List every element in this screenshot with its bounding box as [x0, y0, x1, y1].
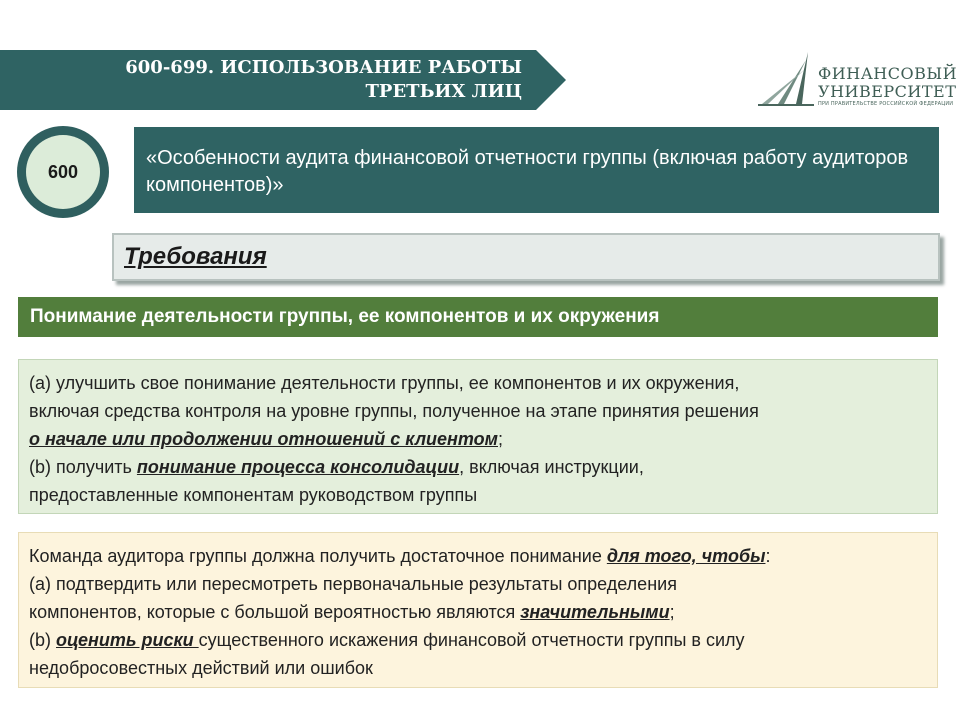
- section-title-bar: [18, 297, 938, 337]
- box2-b-emphasis: оценить риски: [56, 630, 199, 650]
- box2-a-end: ;: [669, 602, 675, 622]
- header-title: [60, 56, 522, 104]
- box1-b-start: (b) получить: [29, 457, 137, 477]
- box2-a-line2-start: компонентов, которые с большой вероятностью являются: [29, 602, 521, 622]
- box2-b-start: (b): [29, 630, 56, 650]
- box2-intro: Команда аудитора группы должна получить достаточное понимание: [29, 546, 607, 566]
- badge-number: 600: [26, 135, 100, 209]
- audit-team-requirements-box: [18, 532, 938, 688]
- box2-a-line1: (а) подтвердить или пересмотреть первоначальные результаты определения: [29, 574, 677, 594]
- header-title-line2: ТРЕТЬИХ ЛИЦ: [365, 81, 522, 102]
- understanding-requirements-box: [18, 359, 938, 514]
- logo-text-line1: ФИНАНСОВЫЙ: [818, 64, 958, 83]
- box2-a-line2: [29, 598, 927, 626]
- box2-intro-line: [29, 542, 927, 570]
- box2-intro-emphasis: для того, чтобы: [606, 546, 766, 566]
- header-title-line1: 600-699. ИСПОЛЬЗОВАНИЕ РАБОТЫ: [125, 57, 522, 78]
- box1-a-line1: (a) улучшить свое понимание деятельности группы, ее компонентов и их окружения,: [29, 373, 740, 393]
- box2-b-end: существенного искажения финансовой отчетности группы в силу: [198, 630, 745, 650]
- box1-b-line1: [29, 453, 927, 481]
- box1-a-end: ;: [498, 429, 504, 449]
- requirements-heading: Требования: [124, 243, 267, 270]
- university-logo: [756, 50, 958, 110]
- requirements-heading-box: [112, 233, 940, 281]
- box2-intro-end: :: [765, 546, 771, 566]
- standard-number-badge: [17, 126, 109, 218]
- logo-text-line2: УНИВЕРСИТЕТ: [818, 82, 957, 101]
- box1-b-end: , включая инструкции,: [459, 457, 644, 477]
- box1-a-line2: включая средства контроля на уровне группы, полученное на этапе принятия решения: [29, 401, 759, 421]
- university-spire-logo-icon: [756, 50, 816, 106]
- box1-b-emphasis: понимание процесса консолидации: [136, 457, 460, 477]
- section-title: Понимание деятельности группы, ее компонентов и их окружения: [30, 306, 660, 327]
- box2-b-line1: [29, 626, 927, 654]
- standard-title: «Особенности аудита финансовой отчетности группы (включая работу аудиторов компонентов)»: [146, 147, 909, 196]
- box1-a-line3: [29, 425, 927, 453]
- logo-subtitle: ПРИ ПРАВИТЕЛЬСТВЕ РОССИЙСКОЙ ФЕДЕРАЦИИ: [818, 101, 954, 107]
- box1-a-emphasis: о начале или продолжении отношений с клиентом: [29, 429, 498, 449]
- box1-b-line2: предоставленные компонентам руководством группы: [29, 485, 478, 505]
- standard-title-box: [134, 127, 939, 213]
- box2-b-line2: недобросовестных действий или ошибок: [29, 658, 373, 678]
- box2-a-emphasis: значительными: [520, 602, 670, 622]
